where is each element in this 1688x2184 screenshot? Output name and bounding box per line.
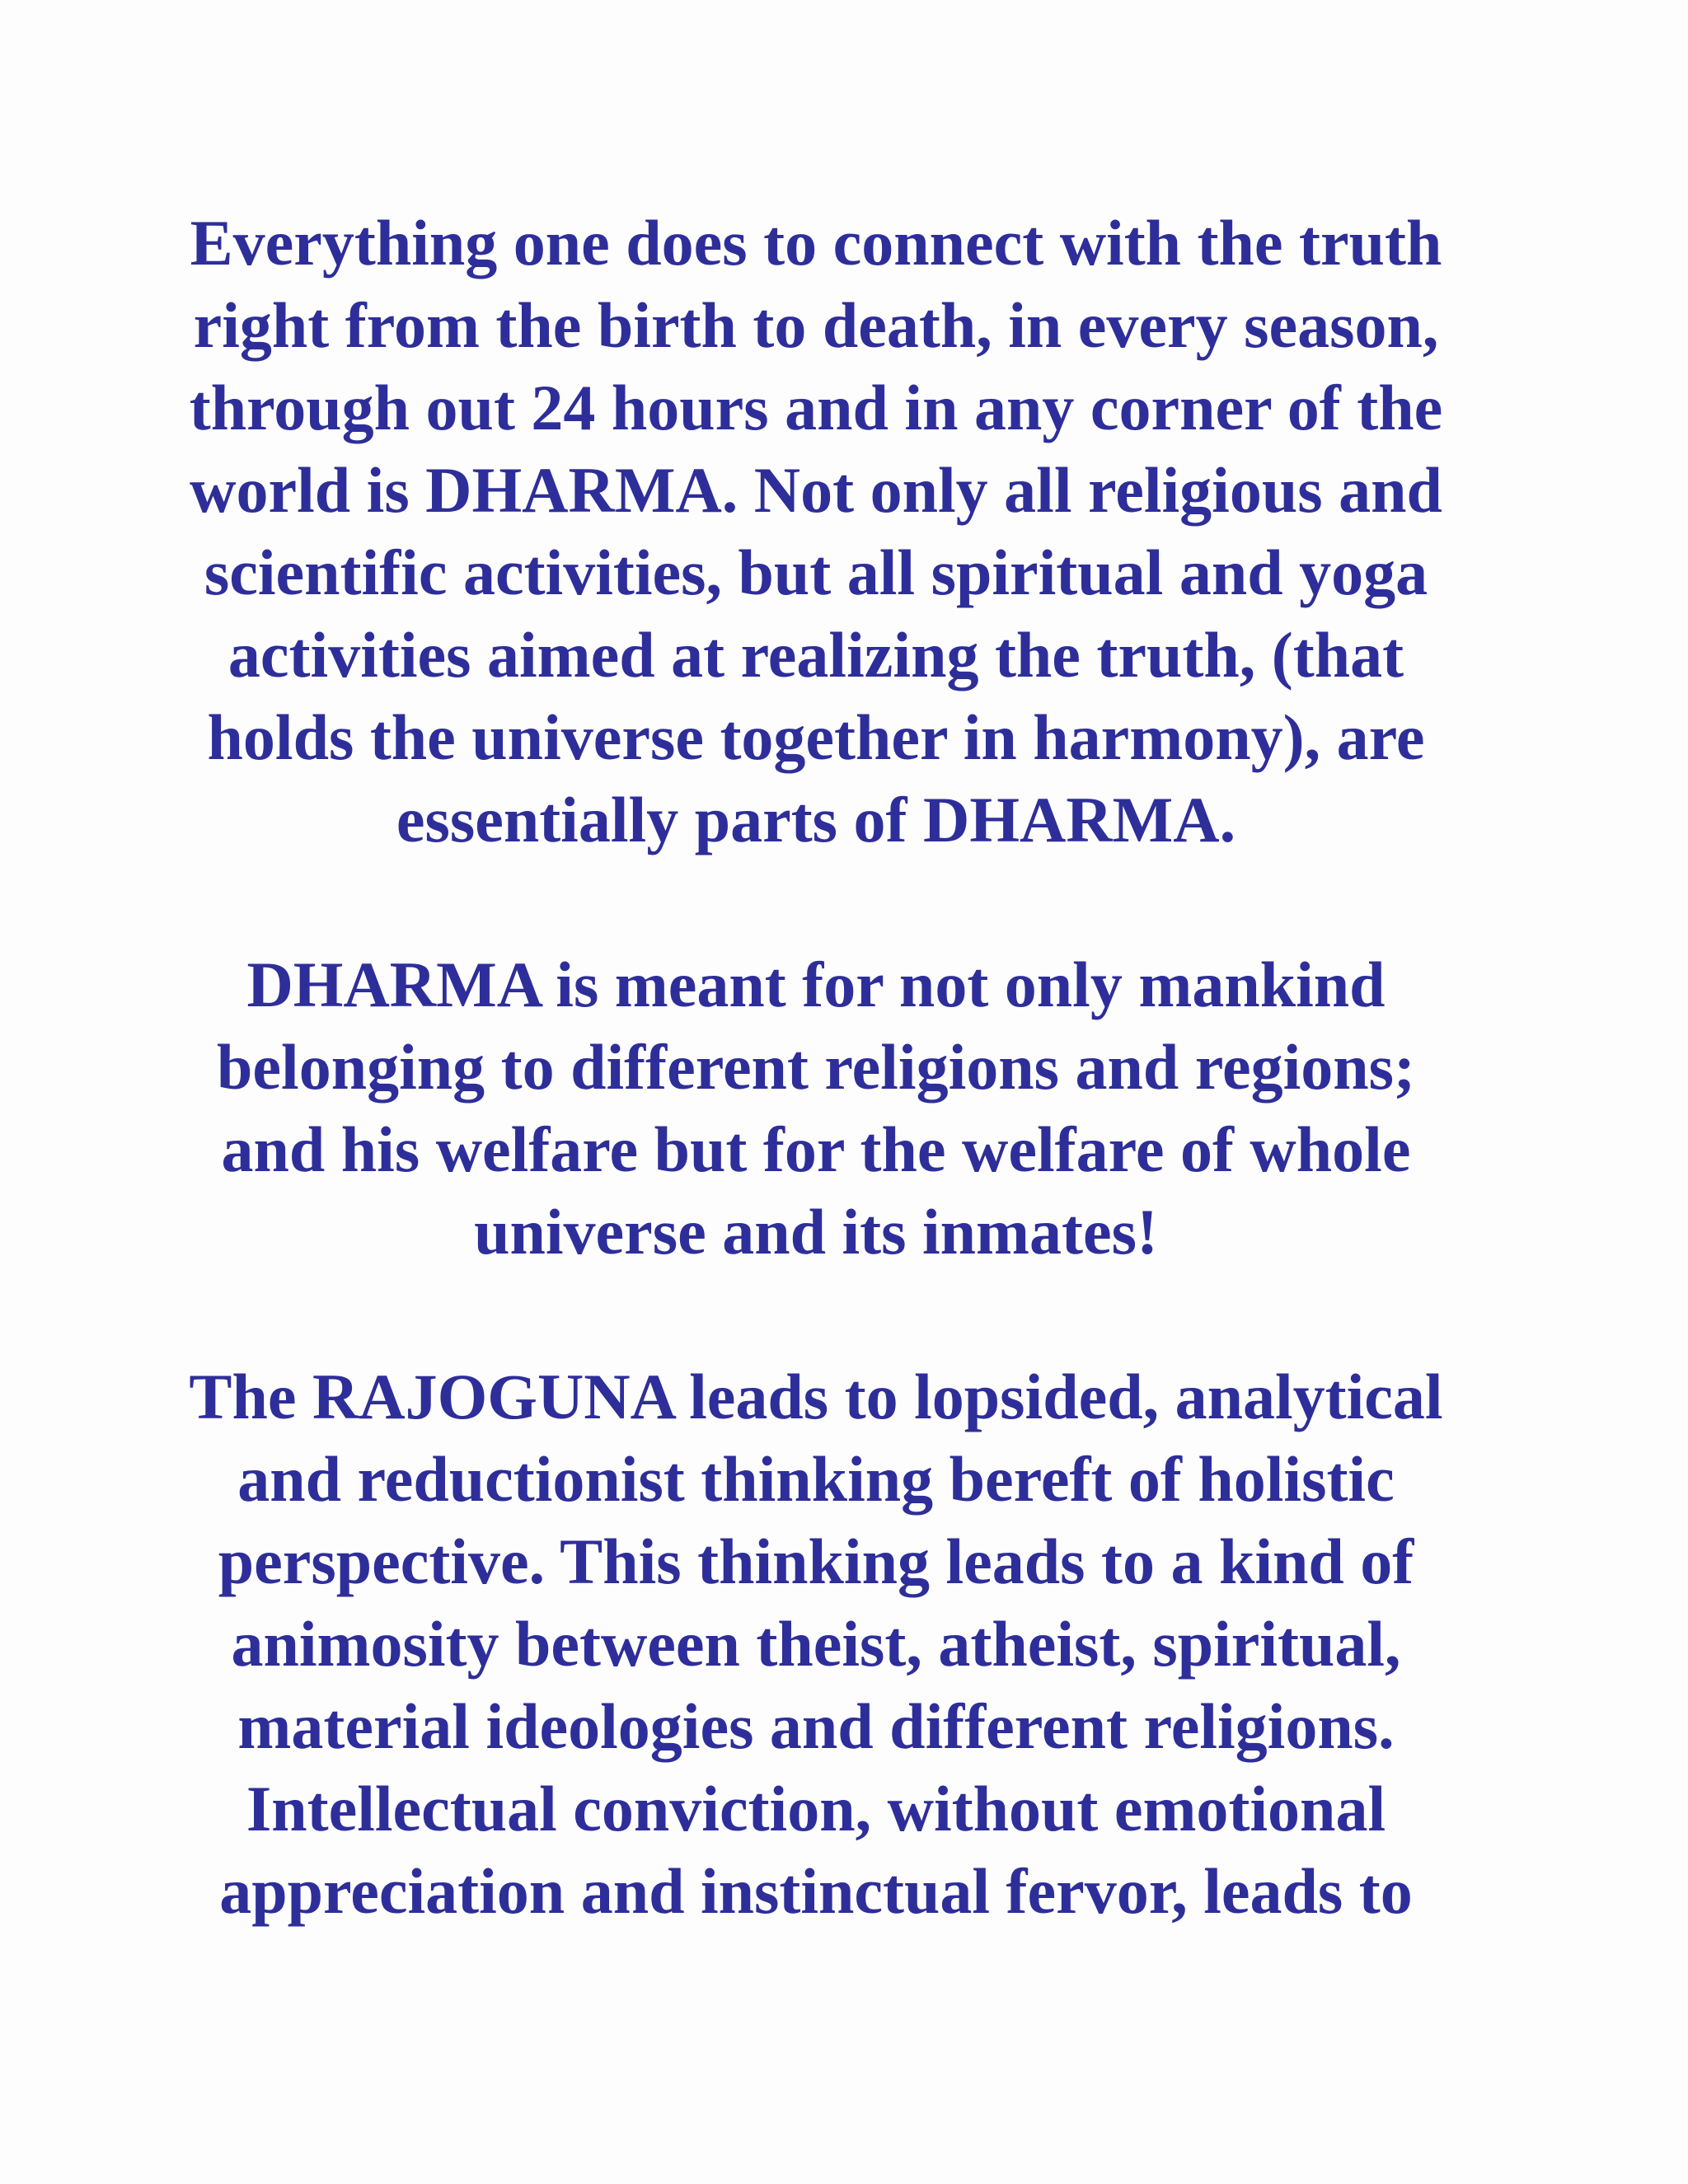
text-line: Intellectual conviction, without emotional [246,1773,1386,1844]
text-line: belonging to different religions and regions; [217,1031,1415,1103]
text-line: perspective. This thinking leads to a kind of [218,1526,1414,1597]
text-line: material ideologies and different religions. [237,1690,1395,1762]
paragraph-rajoguna [74,1356,1558,1933]
paragraph-dharma-definition [74,202,1558,861]
text-line: and reductionist thinking bereft of holistic [237,1443,1395,1515]
document-body [74,202,1558,1933]
text-line: Everything one does to connect with the truth [190,207,1442,279]
text-line: scientific activities, but all spiritual and yoga [204,537,1428,608]
text-line: activities aimed at realizing the truth, (that [227,619,1404,691]
text-line: essentially parts of DHARMA. [396,784,1236,855]
text-line: DHARMA is meant for not only mankind [246,949,1386,1020]
text-line: The RAJOGUNA leads to lopsided, analytical [189,1361,1443,1432]
text-line: animosity between theist, atheist, spiritual, [231,1608,1401,1680]
text-line: world is DHARMA. Not only all religious and [190,454,1442,526]
text-line: and his welfare but for the welfare of whole [221,1113,1411,1185]
paragraph-dharma-purpose [74,944,1558,1273]
text-line: through out 24 hours and in any corner of the [189,372,1443,443]
text-line: holds the universe together in harmony), are [207,701,1425,773]
text-line: universe and its inmates! [474,1196,1158,1268]
text-line: appreciation and instinctual fervor, leads to [219,1855,1413,1927]
text-line: right from the birth to death, in every season, [193,289,1439,361]
